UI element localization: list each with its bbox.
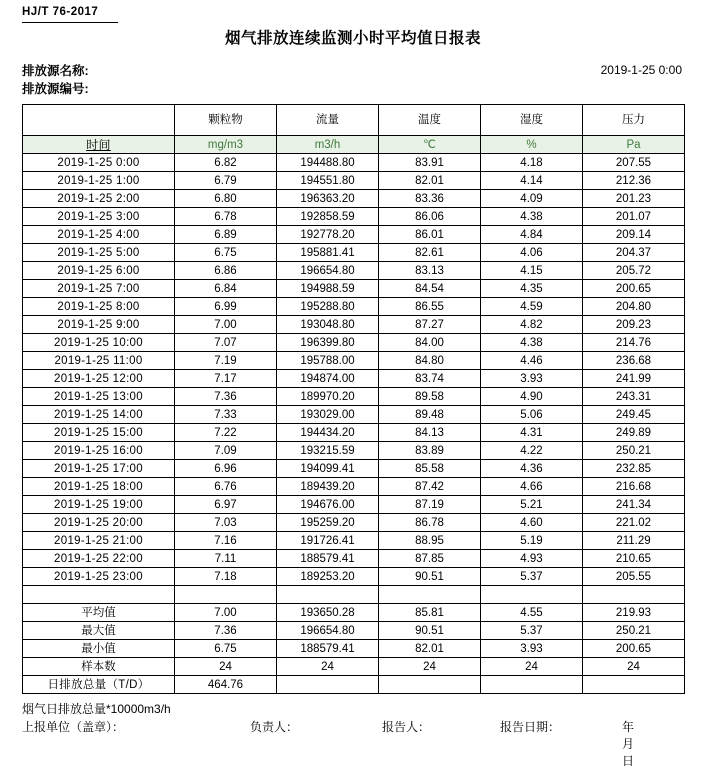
cell-humidity: 4.35: [481, 280, 583, 298]
cell-particulate: 6.84: [175, 280, 277, 298]
cell-temperature: 84.54: [379, 280, 481, 298]
table-row: [23, 568, 685, 586]
cell-humidity: 24: [481, 658, 583, 676]
cell-pressure: 201.07: [583, 208, 685, 226]
cell-flow: 189439.20: [277, 478, 379, 496]
table-row: [23, 298, 685, 316]
cell-pressure: 212.36: [583, 172, 685, 190]
cell-humidity: 4.06: [481, 244, 583, 262]
cell-flow: 195288.80: [277, 298, 379, 316]
column-header-particulate: 颗粒物: [175, 105, 277, 136]
cell-particulate: 7.36: [175, 622, 277, 640]
unit-particulate: mg/m3: [175, 136, 277, 154]
table-row: [23, 406, 685, 424]
cell-temperature: 24: [379, 658, 481, 676]
cell-flow: 193215.59: [277, 442, 379, 460]
cell-particulate: 6.97: [175, 496, 277, 514]
cell-particulate: 6.82: [175, 154, 277, 172]
cell-temperature: 89.58: [379, 388, 481, 406]
row-time: 2019-1-25 6:00: [23, 262, 175, 280]
table-row: [23, 280, 685, 298]
table-row: [23, 532, 685, 550]
summary-row-minimum: [23, 640, 685, 658]
cell-humidity: 4.22: [481, 442, 583, 460]
row-time: 2019-1-25 2:00: [23, 190, 175, 208]
row-time: 2019-1-25 18:00: [23, 478, 175, 496]
meta-block: [22, 62, 684, 98]
spacer-row: [23, 586, 685, 604]
report-unit-label: 上报单位（盖章）：: [22, 720, 125, 734]
cell-flow: 189253.20: [277, 568, 379, 586]
cell-temperature: 87.85: [379, 550, 481, 568]
cell-pressure: 205.55: [583, 568, 685, 586]
cell-flow: 191726.41: [277, 532, 379, 550]
table-row: [23, 316, 685, 334]
cell-temperature: 83.36: [379, 190, 481, 208]
cell-particulate: 7.22: [175, 424, 277, 442]
row-time: 2019-1-25 1:00: [23, 172, 175, 190]
unit-humidity: %: [481, 136, 583, 154]
cell-pressure: 205.72: [583, 262, 685, 280]
table-row: [23, 550, 685, 568]
cell-flow: 196363.20: [277, 190, 379, 208]
row-time: 2019-1-25 4:00: [23, 226, 175, 244]
cell-flow: 193029.00: [277, 406, 379, 424]
cell-flow: 195259.20: [277, 514, 379, 532]
cell-temperature: 83.91: [379, 154, 481, 172]
cell-flow: 196654.80: [277, 622, 379, 640]
cell-particulate: 7.03: [175, 514, 277, 532]
row-time: 2019-1-25 23:00: [23, 568, 175, 586]
spacer-cell: [379, 586, 481, 604]
cell-flow: 194488.80: [277, 154, 379, 172]
unit-temperature: ℃: [379, 136, 481, 154]
cell-pressure: 250.21: [583, 622, 685, 640]
row-time: 2019-1-25 20:00: [23, 514, 175, 532]
table-unit-row: [23, 136, 685, 154]
table-row: [23, 352, 685, 370]
cell-particulate: 7.09: [175, 442, 277, 460]
cell-pressure: 243.31: [583, 388, 685, 406]
unit-flow: m3/h: [277, 136, 379, 154]
cell-flow: 193048.80: [277, 316, 379, 334]
cell-flow: 194434.20: [277, 424, 379, 442]
column-header-pressure: 压力: [583, 105, 685, 136]
summary-row-maximum: [23, 622, 685, 640]
cell-flow: 194676.00: [277, 496, 379, 514]
row-time: 2019-1-25 15:00: [23, 424, 175, 442]
cell-particulate: 7.33: [175, 406, 277, 424]
row-time: 2019-1-25 14:00: [23, 406, 175, 424]
cell-particulate: 7.18: [175, 568, 277, 586]
cell-humidity: 4.93: [481, 550, 583, 568]
row-time: 2019-1-25 5:00: [23, 244, 175, 262]
cell-pressure: 200.65: [583, 640, 685, 658]
cell-pressure: 219.93: [583, 604, 685, 622]
row-time: 2019-1-25 8:00: [23, 298, 175, 316]
cell-humidity: 3.93: [481, 640, 583, 658]
table-row: [23, 172, 685, 190]
summary-row-average: [23, 604, 685, 622]
cell-pressure: 210.65: [583, 550, 685, 568]
column-header-temperature: 温度: [379, 105, 481, 136]
cell-particulate: 6.78: [175, 208, 277, 226]
row-time: 2019-1-25 0:00: [23, 154, 175, 172]
table-row: [23, 478, 685, 496]
row-time: 2019-1-25 19:00: [23, 496, 175, 514]
row-time: 2019-1-25 7:00: [23, 280, 175, 298]
summary-label: 样本数: [23, 658, 175, 676]
column-header-humidity: 湿度: [481, 105, 583, 136]
cell-temperature: 89.48: [379, 406, 481, 424]
cell-temperature: 83.13: [379, 262, 481, 280]
cell-temperature: 88.95: [379, 532, 481, 550]
cell-pressure: 216.68: [583, 478, 685, 496]
cell-particulate: 7.11: [175, 550, 277, 568]
cell-flow: 194988.59: [277, 280, 379, 298]
cell-pressure: 200.65: [583, 280, 685, 298]
row-time: 2019-1-25 17:00: [23, 460, 175, 478]
cell-flow: 24: [277, 658, 379, 676]
table-row: [23, 514, 685, 532]
summary-label: 最小值: [23, 640, 175, 658]
table-header-row: [23, 105, 685, 136]
cell-temperature: 83.89: [379, 442, 481, 460]
cell-particulate: 24: [175, 658, 277, 676]
cell-humidity: 4.84: [481, 226, 583, 244]
cell-humidity: 4.36: [481, 460, 583, 478]
row-time: 2019-1-25 12:00: [23, 370, 175, 388]
cell-pressure: 211.29: [583, 532, 685, 550]
row-time: 2019-1-25 13:00: [23, 388, 175, 406]
cell-particulate: 6.96: [175, 460, 277, 478]
cell-particulate: 6.79: [175, 172, 277, 190]
cell-flow: 193650.28: [277, 604, 379, 622]
cell-pressure: 207.55: [583, 154, 685, 172]
table-row: [23, 262, 685, 280]
cell-humidity: 4.59: [481, 298, 583, 316]
cell-humidity: 4.38: [481, 334, 583, 352]
reporter-label: 报告人：: [382, 720, 431, 734]
cell-particulate: 6.75: [175, 244, 277, 262]
spacer-cell: [175, 586, 277, 604]
cell-pressure: 201.23: [583, 190, 685, 208]
cell-flow: 188579.41: [277, 640, 379, 658]
report-datetime: 2019-1-25 0:00: [600, 63, 682, 77]
cell-temperature: 87.42: [379, 478, 481, 496]
cell-temperature: 85.81: [379, 604, 481, 622]
cell-particulate: 7.36: [175, 388, 277, 406]
cell-pressure: 204.37: [583, 244, 685, 262]
cell-temperature: 83.74: [379, 370, 481, 388]
cell-pressure: 241.99: [583, 370, 685, 388]
table-row: [23, 460, 685, 478]
year-month-day-label: 年 月 日: [622, 720, 647, 768]
cell-temperature: 86.55: [379, 298, 481, 316]
cell-temperature: 84.00: [379, 334, 481, 352]
time-column-header: 时间: [23, 136, 175, 154]
cell-flow: 196654.80: [277, 262, 379, 280]
spacer-cell: [481, 586, 583, 604]
row-time: 2019-1-25 16:00: [23, 442, 175, 460]
cell-humidity: 5.19: [481, 532, 583, 550]
footer-signature-row: [22, 719, 684, 768]
table-row: [23, 154, 685, 172]
cell-particulate: 7.17: [175, 370, 277, 388]
footer-note: 烟气日排放总量*10000m3/h: [22, 702, 171, 716]
cell-temperature: 84.13: [379, 424, 481, 442]
cell-particulate: 6.99: [175, 298, 277, 316]
cell-pressure: 214.76: [583, 334, 685, 352]
row-time: 2019-1-25 22:00: [23, 550, 175, 568]
cell-flow: 194099.41: [277, 460, 379, 478]
cell-temperature: 82.61: [379, 244, 481, 262]
row-time: 2019-1-25 9:00: [23, 316, 175, 334]
footer-block: [22, 701, 684, 768]
row-time: 2019-1-25 10:00: [23, 334, 175, 352]
cell-pressure: 241.34: [583, 496, 685, 514]
table-row: [23, 496, 685, 514]
cell-humidity: 3.93: [481, 370, 583, 388]
report-date-label: 报告日期：: [500, 720, 561, 734]
table-row: [23, 370, 685, 388]
empty-cell: [277, 676, 379, 694]
cell-pressure: 204.80: [583, 298, 685, 316]
hourly-average-table: [22, 104, 685, 694]
cell-flow: 192858.59: [277, 208, 379, 226]
cell-humidity: 4.18: [481, 154, 583, 172]
table-row: [23, 334, 685, 352]
table-row: [23, 190, 685, 208]
empty-cell: [379, 676, 481, 694]
cell-humidity: 4.15: [481, 262, 583, 280]
cell-particulate: 7.00: [175, 604, 277, 622]
column-header-flow: 流量: [277, 105, 379, 136]
row-time: 2019-1-25 11:00: [23, 352, 175, 370]
spacer-cell: [583, 586, 685, 604]
cell-humidity: 4.46: [481, 352, 583, 370]
row-time: 2019-1-25 21:00: [23, 532, 175, 550]
cell-temperature: 86.06: [379, 208, 481, 226]
cell-humidity: 4.82: [481, 316, 583, 334]
cell-humidity: 5.06: [481, 406, 583, 424]
cell-pressure: 221.02: [583, 514, 685, 532]
cell-pressure: 249.45: [583, 406, 685, 424]
cell-humidity: 4.66: [481, 478, 583, 496]
cell-pressure: 236.68: [583, 352, 685, 370]
cell-temperature: 86.01: [379, 226, 481, 244]
cell-flow: 188579.41: [277, 550, 379, 568]
cell-temperature: 90.51: [379, 622, 481, 640]
daily-total-value: 464.76: [175, 676, 277, 694]
cell-flow: 194874.00: [277, 370, 379, 388]
cell-particulate: 7.00: [175, 316, 277, 334]
cell-temperature: 87.27: [379, 316, 481, 334]
summary-label: 平均值: [23, 604, 175, 622]
cell-particulate: 6.76: [175, 478, 277, 496]
responsible-person-label: 负责人：: [250, 720, 299, 734]
cell-particulate: 7.16: [175, 532, 277, 550]
cell-particulate: 6.89: [175, 226, 277, 244]
cell-pressure: 249.89: [583, 424, 685, 442]
cell-flow: 194551.80: [277, 172, 379, 190]
cell-pressure: 209.14: [583, 226, 685, 244]
summary-row-sample-count: [23, 658, 685, 676]
cell-flow: 192778.20: [277, 226, 379, 244]
cell-pressure: 24: [583, 658, 685, 676]
daily-total-row: [23, 676, 685, 694]
standard-number: HJ/T 76-2017: [22, 6, 99, 18]
table-row: [23, 424, 685, 442]
table-row: [23, 226, 685, 244]
cell-temperature: 82.01: [379, 172, 481, 190]
cell-flow: 196399.80: [277, 334, 379, 352]
unit-pressure: Pa: [583, 136, 685, 154]
table-row: [23, 208, 685, 226]
cell-pressure: 250.21: [583, 442, 685, 460]
cell-humidity: 5.37: [481, 568, 583, 586]
cell-humidity: 4.90: [481, 388, 583, 406]
cell-flow: 195881.41: [277, 244, 379, 262]
row-time: 2019-1-25 3:00: [23, 208, 175, 226]
cell-particulate: 7.07: [175, 334, 277, 352]
source-code-label: 排放源编号:: [22, 82, 89, 96]
spacer-cell: [277, 586, 379, 604]
spacer-cell: [23, 586, 175, 604]
empty-cell: [583, 676, 685, 694]
daily-total-label: 日排放总量（T/D）: [23, 676, 175, 694]
table-row: [23, 388, 685, 406]
summary-label: 最大值: [23, 622, 175, 640]
source-name-label: 排放源名称:: [22, 64, 89, 78]
cell-temperature: 82.01: [379, 640, 481, 658]
cell-flow: 195788.00: [277, 352, 379, 370]
cell-humidity: 4.09: [481, 190, 583, 208]
cell-particulate: 6.75: [175, 640, 277, 658]
cell-temperature: 84.80: [379, 352, 481, 370]
cell-humidity: 5.37: [481, 622, 583, 640]
cell-temperature: 85.58: [379, 460, 481, 478]
cell-humidity: 4.38: [481, 208, 583, 226]
cell-humidity: 4.55: [481, 604, 583, 622]
cell-particulate: 7.19: [175, 352, 277, 370]
table-row: [23, 244, 685, 262]
cell-particulate: 6.80: [175, 190, 277, 208]
cell-pressure: 232.85: [583, 460, 685, 478]
table-row: [23, 442, 685, 460]
cell-humidity: 4.60: [481, 514, 583, 532]
empty-cell: [481, 676, 583, 694]
page-title: 烟气排放连续监测小时平均值日报表: [224, 30, 481, 47]
cell-pressure: 209.23: [583, 316, 685, 334]
cell-particulate: 6.86: [175, 262, 277, 280]
header-corner-cell: [23, 105, 175, 136]
cell-flow: 189970.20: [277, 388, 379, 406]
header-rule: [22, 22, 118, 23]
cell-humidity: 5.21: [481, 496, 583, 514]
cell-temperature: 90.51: [379, 568, 481, 586]
cell-humidity: 4.31: [481, 424, 583, 442]
cell-temperature: 87.19: [379, 496, 481, 514]
cell-humidity: 4.14: [481, 172, 583, 190]
cell-temperature: 86.78: [379, 514, 481, 532]
